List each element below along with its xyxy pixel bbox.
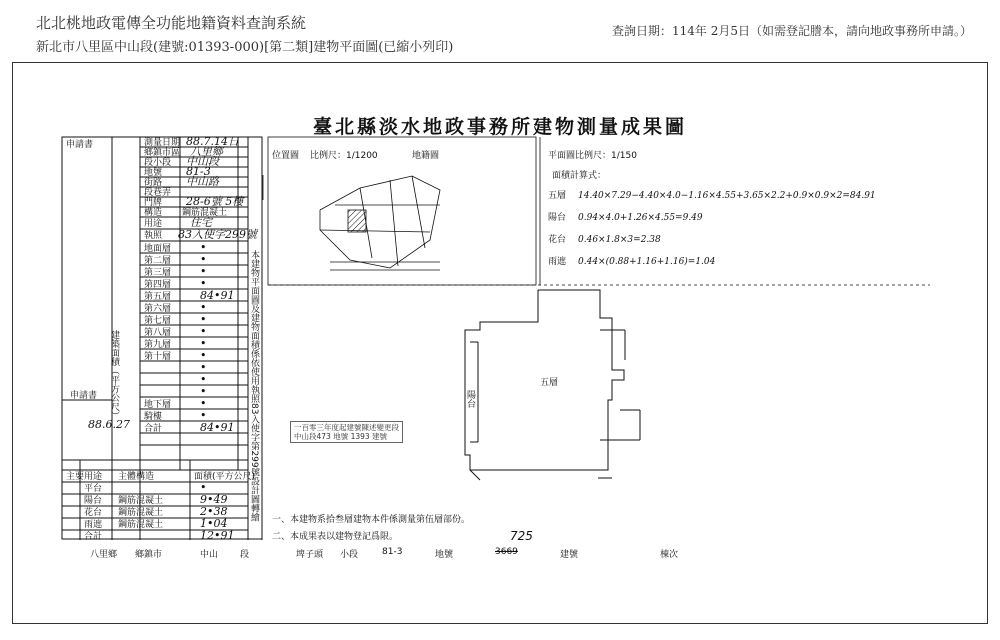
applicant-section-label: 申請書 xyxy=(66,140,94,150)
area-calc-label: 面積計算式： xyxy=(552,171,607,181)
survey-date-value: 88.7.14日 xyxy=(186,135,239,148)
map-scale-label: 比例尺：1/1200 xyxy=(310,151,378,161)
plan-scale-label: 平面圖比例尺：1/150 xyxy=(548,151,637,161)
attached-row-area: • xyxy=(200,481,207,494)
floor-row-value: • xyxy=(200,397,207,410)
floor-row-label: 第八層 xyxy=(144,328,172,338)
floor-row-label: 第三層 xyxy=(144,268,172,278)
applicant-number-label: 申請書 xyxy=(70,391,98,401)
query-date: 查詢日期：114年 2月5日（如需登記謄本，請向地政事務所申請。） xyxy=(612,24,972,38)
floor-row-value: • xyxy=(200,241,207,254)
calc-line-formula: 14.40×7.29−4.40×4.0−1.16×4.55+3.65×2.2+0.9×0.9×2=84.91 xyxy=(578,191,876,201)
floor-row-value: • xyxy=(200,409,207,422)
township-label: 鄉鎮市區 xyxy=(144,148,181,158)
floor-row-value: • xyxy=(200,277,207,290)
section-label: 段小段 xyxy=(144,158,172,168)
permit-label: 執照 xyxy=(144,231,163,241)
footer-township-unit: 鄉鎮市 xyxy=(135,550,163,560)
attached-row-use: 花台 xyxy=(84,508,103,518)
attached-header-use: 主要用途 xyxy=(66,472,103,482)
floor-row-value: • xyxy=(200,301,207,314)
floor-row-value: • xyxy=(200,373,207,386)
calc-line-formula: 0.46×1.8×3=2.38 xyxy=(578,235,661,245)
attached-row-use: 合計 xyxy=(84,532,103,542)
footer-building-unit: 建號 xyxy=(560,550,579,560)
applicant-number: 88.6.27 xyxy=(88,418,130,431)
floor-row-label: 地面層 xyxy=(144,244,172,254)
use-label: 用途 xyxy=(144,219,163,229)
floor-row-label: 地下層 xyxy=(144,400,172,410)
attached-row-structure: 鋼筋混凝土 xyxy=(118,520,164,530)
attached-row-structure: 鋼筋混凝土 xyxy=(118,508,164,518)
attached-row-area: 1•04 xyxy=(200,517,228,530)
attached-row-use: 平台 xyxy=(84,484,103,494)
floor-row-value: • xyxy=(200,385,207,398)
calc-line-formula: 0.44×(0.88+1.16+1.16)=1.04 xyxy=(578,257,716,267)
calc-line-key: 陽台 xyxy=(548,213,567,223)
floor-row-value: • xyxy=(200,349,207,362)
system-title: 北北桃地政電傳全功能地籍資料查詢系統 xyxy=(36,14,307,32)
floor-row-label: 騎樓 xyxy=(144,412,163,422)
plan-floor-label: 五層 xyxy=(540,378,559,388)
floor-row-label: 第十層 xyxy=(144,352,172,362)
footer-section: 中山 xyxy=(200,550,219,560)
use-value: 住宅 xyxy=(190,216,212,229)
permit-value: 83入使字299號 xyxy=(178,228,257,241)
calc-line-key: 雨遮 xyxy=(548,257,567,267)
floor-row-label: 第九層 xyxy=(144,340,172,350)
footer-lot-unit: 地號 xyxy=(435,550,454,560)
floor-row-value: • xyxy=(200,325,207,338)
footer-building-no: 725 xyxy=(510,529,533,543)
position-map-label: 位置圖 xyxy=(272,151,300,161)
plan-balcony-label: 陽台 xyxy=(465,390,475,408)
footer-lot: 81-3 xyxy=(382,547,403,557)
floor-row-value: 84•91 xyxy=(200,421,235,434)
calc-line-formula: 0.94×4.0+1.26×4.55=9.49 xyxy=(578,213,703,223)
attached-header-area: 面積(平方公尺) xyxy=(194,472,256,482)
calc-line-key: 花台 xyxy=(548,235,567,245)
floor-row-label: 第二層 xyxy=(144,256,172,266)
floor-row-value: • xyxy=(200,313,207,326)
change-stamp: 一百零三年度起建號陳述變更段 中山段473 地號 1393 建號 xyxy=(290,421,403,443)
section-value: 中山段 xyxy=(186,155,219,168)
attached-row-area: 9•49 xyxy=(200,493,228,506)
footer-township: 八里鄉 xyxy=(90,550,118,560)
lot-label: 地號 xyxy=(144,168,163,178)
footer-building-no-old: 3669 xyxy=(495,547,518,557)
floor-row-value: • xyxy=(200,253,207,266)
footer-subsection: 埤子頭 xyxy=(296,550,324,560)
floor-row-label: 合計 xyxy=(144,424,163,434)
road-label: 街路 xyxy=(144,178,163,188)
road-value: 中山路 xyxy=(186,175,219,188)
document-notes xyxy=(272,512,470,546)
attached-row-structure: 鋼筋混凝土 xyxy=(118,496,164,506)
floor-row-label: 第四層 xyxy=(144,280,172,290)
attached-row-use: 雨遮 xyxy=(84,520,103,530)
floor-row-value: 84•91 xyxy=(200,289,235,302)
floor-row-label: 第七層 xyxy=(144,316,172,326)
footer-section-unit: 段 xyxy=(240,550,250,560)
attached-row-area: 2•38 xyxy=(200,505,228,518)
survey-date-label: 測量日期 xyxy=(144,138,181,148)
attached-header-structure: 主體構造 xyxy=(118,472,155,482)
calc-line-key: 五層 xyxy=(548,191,567,201)
structure-label: 構造 xyxy=(144,208,163,218)
floor-row-value: • xyxy=(200,265,207,278)
lot-value: 81-3 xyxy=(186,165,211,178)
footer-sheet: 棟次 xyxy=(660,550,679,560)
floor-row-label: 第六層 xyxy=(144,304,172,314)
structure-value: 鋼筋混凝土 xyxy=(182,208,228,218)
door-label: 門牌 xyxy=(144,198,163,208)
footer-subsection-unit: 小段 xyxy=(340,550,359,560)
attached-row-area: 12•91 xyxy=(200,529,235,542)
floor-row-value: • xyxy=(200,337,207,350)
attached-row-use: 陽台 xyxy=(84,496,103,506)
floor-row-label: 第五層 xyxy=(144,292,172,302)
note-line-1: 一、本建物系拾叁層建物本件係測量第伍層部份。 xyxy=(272,515,471,525)
document-subtitle: 新北市八里區中山段(建號:01393-000)[第二類]建物平面圖(已縮小列印) xyxy=(36,40,454,55)
map-sheet-label: 地籍圖 xyxy=(412,151,440,161)
township-value: 八里鄉 xyxy=(190,145,223,158)
alley-label: 段巷弄 xyxy=(144,188,172,198)
door-value: 28-6號 5樓 xyxy=(186,195,244,208)
note-line-2: 二、本成果表以建物登記爲限。 xyxy=(272,532,399,542)
document-title: 臺北縣淡水地政事務所建物測量成果圖 xyxy=(312,116,687,138)
area-side-label: 建築面積（平方公尺） xyxy=(109,330,119,420)
floor-row-value: • xyxy=(200,361,207,374)
vertical-permit-note: 本建物平面圖及建物面積係依使用執照83入使字第299號設計圖轉繪 xyxy=(249,250,259,522)
